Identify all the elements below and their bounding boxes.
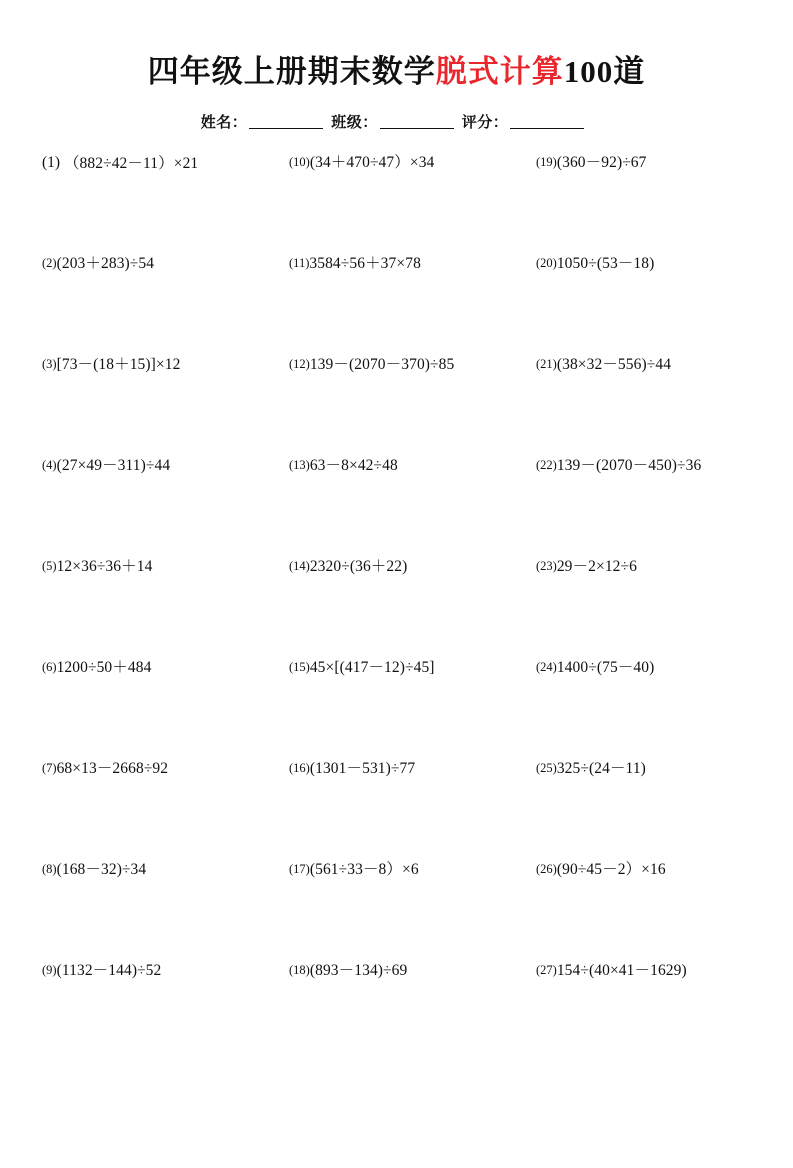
score-blank[interactable] bbox=[510, 114, 584, 129]
problem-item bbox=[289, 760, 536, 861]
problem-expression: 1050÷(53－18) bbox=[556, 255, 655, 272]
student-info-line bbox=[42, 111, 751, 132]
problem-index: (22) bbox=[536, 458, 557, 472]
problem-expression: 12×36÷36＋14 bbox=[56, 558, 153, 575]
title-prefix: 四年级上册期末数学 bbox=[147, 54, 436, 89]
problem-expression: (1132－144)÷52 bbox=[56, 962, 162, 979]
score-label: 评分： bbox=[461, 115, 509, 131]
name-label: 姓名： bbox=[200, 115, 248, 131]
problem-item bbox=[42, 356, 289, 457]
problem-expression: 154÷(40×41－1629) bbox=[556, 962, 687, 979]
title-suffix: 道 bbox=[613, 54, 646, 89]
problem-item bbox=[536, 659, 751, 760]
problem-index: (17) bbox=[289, 862, 310, 876]
problem-expression: 139－(2070－450)÷36 bbox=[556, 457, 702, 474]
problem-item bbox=[536, 154, 751, 255]
problem-item bbox=[42, 154, 289, 255]
problem-item bbox=[289, 962, 536, 1063]
problem-expression: [73－(18＋15)]×12 bbox=[56, 356, 181, 373]
problem-index: (10) bbox=[289, 155, 310, 169]
problem-expression: 139－(2070－370)÷85 bbox=[309, 356, 455, 373]
problem-index: (6) bbox=[42, 660, 57, 674]
problem-item bbox=[42, 457, 289, 558]
problem-expression: (27×49－311)÷44 bbox=[56, 457, 171, 474]
title-count: 100 bbox=[563, 54, 614, 89]
problem-expression: 68×13－2668÷92 bbox=[56, 760, 169, 777]
problem-item bbox=[289, 356, 536, 457]
problem-expression: (38×32－556)÷44 bbox=[556, 356, 672, 373]
problem-expression: (561÷33－8）×6 bbox=[309, 861, 419, 878]
problem-expression: (893－134)÷69 bbox=[309, 962, 408, 979]
problem-grid bbox=[42, 154, 751, 1063]
problem-item bbox=[536, 760, 751, 861]
problem-item bbox=[536, 558, 751, 659]
problem-item bbox=[42, 255, 289, 356]
problem-item bbox=[536, 861, 751, 962]
class-field bbox=[331, 111, 456, 132]
problem-index: (16) bbox=[289, 761, 310, 775]
problem-expression: (34＋470÷47）×34 bbox=[309, 154, 435, 171]
score-field bbox=[462, 111, 587, 132]
problem-index: (15) bbox=[289, 660, 310, 674]
problem-index: (12) bbox=[289, 357, 310, 371]
name-field bbox=[201, 111, 326, 132]
problem-expression: 1400÷(75－40) bbox=[556, 659, 655, 676]
problem-index: (14) bbox=[289, 559, 310, 573]
problem-index: (20) bbox=[536, 256, 557, 270]
problem-item bbox=[42, 760, 289, 861]
problem-index: (2) bbox=[42, 256, 57, 270]
problem-expression: 63－8×42÷48 bbox=[309, 457, 398, 474]
problem-item bbox=[289, 255, 536, 356]
class-blank[interactable] bbox=[380, 114, 454, 129]
title-accent: 脱式计算 bbox=[435, 54, 564, 89]
problem-expression: 45×[(417－12)÷45] bbox=[309, 659, 435, 676]
problem-expression: 1200÷50＋484 bbox=[56, 659, 152, 676]
problem-expression: 29－2×12÷6 bbox=[556, 558, 637, 575]
problem-index: (26) bbox=[536, 862, 557, 876]
problem-expression: （882÷42－11）×21 bbox=[63, 155, 199, 172]
problem-item bbox=[289, 457, 536, 558]
problem-item bbox=[289, 659, 536, 760]
problem-expression: (168－32)÷34 bbox=[56, 861, 147, 878]
problem-expression: (360－92)÷67 bbox=[556, 154, 647, 171]
problem-expression: (1301－531)÷77 bbox=[309, 760, 416, 777]
problem-expression: (203＋283)÷54 bbox=[56, 255, 155, 272]
problem-item bbox=[536, 457, 751, 558]
problem-index: (4) bbox=[42, 458, 57, 472]
problem-index: (21) bbox=[536, 357, 557, 371]
problem-index: (3) bbox=[42, 357, 57, 371]
problem-index: (5) bbox=[42, 559, 57, 573]
problem-index: (1) bbox=[42, 154, 61, 171]
worksheet-page bbox=[0, 46, 793, 1168]
problem-index: (18) bbox=[289, 963, 310, 977]
problem-expression: 2320÷(36＋22) bbox=[309, 558, 408, 575]
problem-item bbox=[42, 861, 289, 962]
problem-index: (27) bbox=[536, 963, 557, 977]
problem-expression: 325÷(24－11) bbox=[556, 760, 646, 777]
page-title bbox=[42, 46, 751, 91]
problem-expression: (90÷45－2）×16 bbox=[556, 861, 666, 878]
problem-item bbox=[42, 962, 289, 1063]
class-label: 班级： bbox=[331, 115, 378, 131]
problem-item bbox=[536, 255, 751, 356]
problem-index: (24) bbox=[536, 660, 557, 674]
problem-index: (13) bbox=[289, 458, 310, 472]
problem-index: (7) bbox=[42, 761, 57, 775]
problem-item bbox=[289, 558, 536, 659]
problem-index: (19) bbox=[536, 155, 557, 169]
problem-index: (8) bbox=[42, 862, 57, 876]
problem-item bbox=[42, 659, 289, 760]
problem-index: (25) bbox=[536, 761, 557, 775]
problem-index: (11) bbox=[289, 256, 310, 270]
problem-item bbox=[42, 558, 289, 659]
problem-item bbox=[289, 154, 536, 255]
problem-item bbox=[289, 861, 536, 962]
problem-index: (9) bbox=[42, 963, 57, 977]
problem-item bbox=[536, 356, 751, 457]
problem-item bbox=[536, 962, 751, 1063]
name-blank[interactable] bbox=[249, 114, 323, 129]
problem-index: (23) bbox=[536, 559, 557, 573]
problem-expression: 3584÷56＋37×78 bbox=[309, 255, 421, 272]
